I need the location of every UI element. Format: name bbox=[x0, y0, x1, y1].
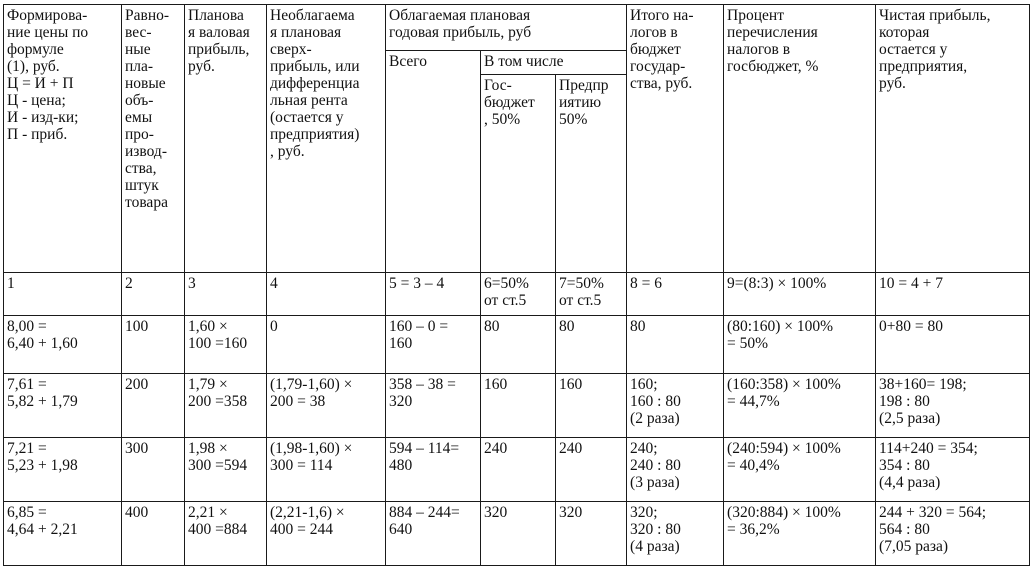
cell-line: ства, bbox=[125, 160, 157, 177]
table-cell-col-3 bbox=[185, 502, 267, 566]
cell-line: 50% bbox=[559, 111, 588, 128]
cell-line: , 50% bbox=[484, 111, 521, 128]
cell-line: (80:160) × 100% bbox=[727, 318, 834, 335]
table-cell-col-7 bbox=[556, 273, 627, 316]
cell-line: прибыль, или bbox=[270, 58, 360, 75]
cell-line: (240:594) × 100% bbox=[727, 440, 841, 457]
cell-line: 7=50% bbox=[559, 275, 604, 292]
cell-line: 6,40 + 1,60 bbox=[7, 335, 78, 352]
cell-line: Планова bbox=[188, 7, 244, 24]
table-cell-col-5 bbox=[386, 502, 481, 566]
cell-line: = 40,4% bbox=[727, 457, 780, 474]
cell-line: Чистая прибыль, bbox=[879, 7, 991, 24]
cell-line: (остается у bbox=[270, 109, 344, 126]
header-total: Всего bbox=[386, 51, 481, 273]
cell-line: 10 = 4 + 7 bbox=[879, 275, 944, 292]
table-cell-col-6 bbox=[481, 273, 556, 316]
cell-line: Ц = И + П bbox=[7, 75, 74, 92]
cell-line: 2 bbox=[125, 275, 133, 292]
cell-line: руб. bbox=[879, 75, 906, 92]
cell-line: (1), руб. bbox=[7, 58, 60, 75]
cell-line: госбюджет, % bbox=[727, 58, 819, 75]
table-cell-col-10 bbox=[876, 502, 1030, 566]
cell-line: Итого на- bbox=[630, 7, 694, 24]
cell-line: иятию bbox=[559, 94, 602, 111]
cell-line: руб. bbox=[188, 58, 215, 75]
cell-line: 6,85 = bbox=[7, 504, 47, 521]
header-volumes bbox=[122, 5, 185, 273]
table-cell-col-3 bbox=[185, 273, 267, 316]
cell-line: от ст.5 bbox=[559, 292, 602, 309]
cell-line: 3 bbox=[188, 275, 196, 292]
table-row bbox=[4, 316, 1030, 374]
table-cell-col-3 bbox=[185, 374, 267, 438]
table-cell-col-5 bbox=[386, 438, 481, 502]
header-untaxed-profit bbox=[267, 5, 386, 273]
cell-line: (4 раза) bbox=[630, 538, 680, 555]
table-cell-col-5 bbox=[386, 316, 481, 374]
cell-line: 884 – 244= bbox=[389, 504, 460, 521]
cell-line: (4,4 раза) bbox=[879, 474, 941, 491]
cell-line: 1,79 × bbox=[188, 376, 228, 393]
header-total-taxes bbox=[627, 5, 724, 273]
cell-line: вес- bbox=[125, 24, 152, 41]
cell-line: бюджет bbox=[630, 41, 681, 58]
cell-line: 5,82 + 1,79 bbox=[7, 393, 78, 410]
table-cell-col-2 bbox=[122, 273, 185, 316]
table-cell-col-5 bbox=[386, 374, 481, 438]
cell-line: 80 bbox=[559, 318, 575, 335]
cell-line: штук bbox=[125, 177, 159, 194]
cell-line: (2,21-1,6) × bbox=[270, 504, 345, 521]
cell-line: 160 – 0 = bbox=[389, 318, 449, 335]
cell-line: = 44,7% bbox=[727, 393, 780, 410]
table-cell-col-4 bbox=[267, 316, 386, 374]
header-state-budget bbox=[481, 75, 556, 273]
table-row bbox=[4, 438, 1030, 502]
table-cell-col-6 bbox=[481, 438, 556, 502]
cell-line: государ- bbox=[630, 58, 686, 75]
cell-line: 200 bbox=[125, 376, 149, 393]
cell-line: 160 : 80 bbox=[630, 393, 681, 410]
cell-line: = 36,2% bbox=[727, 521, 780, 538]
document-page bbox=[3, 4, 1029, 562]
table-cell-col-6 bbox=[481, 316, 556, 374]
cell-line: 320 bbox=[389, 393, 413, 410]
cell-line: я плановая bbox=[270, 24, 342, 41]
cell-line: Равно- bbox=[125, 7, 170, 24]
table-cell-col-1 bbox=[4, 273, 122, 316]
cell-line: 114+240 = 354; bbox=[879, 440, 978, 457]
cell-line: 240 bbox=[484, 440, 508, 457]
cell-line: 358 – 38 = bbox=[389, 376, 456, 393]
cell-line: 8 = 6 bbox=[630, 275, 663, 292]
cell-line: 320 bbox=[484, 504, 508, 521]
cell-line: Облагаемая плановая bbox=[389, 7, 531, 24]
cell-line: 300 bbox=[125, 440, 149, 457]
cell-line: остается у bbox=[879, 41, 948, 58]
cell-line: 9=(8:3) × 100% bbox=[727, 275, 827, 292]
table-cell-col-4 bbox=[267, 273, 386, 316]
table-cell-col-4 bbox=[267, 374, 386, 438]
cell-line: 4,64 + 2,21 bbox=[7, 521, 78, 538]
cell-line: 200 =358 bbox=[188, 393, 248, 410]
cell-line: 320 : 80 bbox=[630, 521, 681, 538]
table-cell-col-9 bbox=[724, 502, 876, 566]
cell-line: 300 =594 bbox=[188, 457, 248, 474]
cell-line: льная рента bbox=[270, 92, 348, 109]
cell-line: 7,61 = bbox=[7, 376, 47, 393]
cell-line: (2,5 раза) bbox=[879, 410, 941, 427]
cell-line: предприятия, bbox=[879, 58, 968, 75]
cell-line: (320:884) × 100% bbox=[727, 504, 841, 521]
cell-line: Процент bbox=[727, 7, 784, 24]
table-cell-col-2 bbox=[122, 438, 185, 502]
table-cell-col-7 bbox=[556, 502, 627, 566]
cell-line: (2 раза) bbox=[630, 410, 680, 427]
cell-line: 480 bbox=[389, 457, 413, 474]
table-cell-col-8 bbox=[627, 316, 724, 374]
table-cell-col-9 bbox=[724, 273, 876, 316]
header-gross-profit bbox=[185, 5, 267, 273]
table-cell-col-10 bbox=[876, 273, 1030, 316]
cell-line: 244 + 320 = 564; bbox=[879, 504, 987, 521]
table-cell-col-2 bbox=[122, 502, 185, 566]
cell-line: 2,21 × bbox=[188, 504, 228, 521]
cell-line: 200 = 38 bbox=[270, 393, 326, 410]
table-cell-col-7 bbox=[556, 438, 627, 502]
cell-line: 354 : 80 bbox=[879, 457, 930, 474]
table-cell-col-9 bbox=[724, 316, 876, 374]
cell-line: про- bbox=[125, 126, 154, 143]
cell-line: Гос- bbox=[484, 77, 512, 94]
table-cell-col-3 bbox=[185, 316, 267, 374]
cell-line: перечисления bbox=[727, 24, 818, 41]
cell-line: П - приб. bbox=[7, 126, 68, 143]
table-cell-col-1 bbox=[4, 438, 122, 502]
cell-line: емы bbox=[125, 109, 153, 126]
cell-line: 564 : 80 bbox=[879, 521, 930, 538]
cell-line: сверх- bbox=[270, 41, 312, 58]
cell-line: 5,23 + 1,98 bbox=[7, 457, 78, 474]
cell-line: 8,00 = bbox=[7, 318, 47, 335]
header-enterprise bbox=[556, 75, 627, 273]
cell-line: (1,79-1,60) × bbox=[270, 376, 353, 393]
cell-line: извод- bbox=[125, 143, 167, 160]
cell-line: 198 : 80 bbox=[879, 393, 930, 410]
cell-line: 1,60 × bbox=[188, 318, 228, 335]
table-cell-col-1 bbox=[4, 502, 122, 566]
cell-line: от ст.5 bbox=[484, 292, 527, 309]
cell-line: Формирова- bbox=[7, 7, 88, 24]
table-cell-col-1 bbox=[4, 316, 122, 374]
table-cell-col-6 bbox=[481, 502, 556, 566]
cell-line: логов в bbox=[630, 24, 678, 41]
cell-line: 320; bbox=[630, 504, 658, 521]
cell-line: пла- bbox=[125, 58, 154, 75]
cell-line: 300 = 114 bbox=[270, 457, 333, 474]
table-cell-col-4 bbox=[267, 502, 386, 566]
header-price-formation bbox=[4, 5, 122, 273]
table-cell-col-9 bbox=[724, 438, 876, 502]
cell-line: 160 bbox=[389, 335, 413, 352]
cell-line: 7,21 = bbox=[7, 440, 47, 457]
cell-line: ства, руб. bbox=[630, 75, 693, 92]
cell-line: 0+80 = 80 bbox=[879, 318, 944, 335]
header-taxed-profit-group bbox=[386, 5, 627, 51]
header-row-1 bbox=[4, 5, 1030, 51]
profit-table bbox=[3, 4, 1030, 566]
cell-line: (7,05 раза) bbox=[879, 538, 948, 555]
cell-line: которая bbox=[879, 24, 930, 41]
table-cell-col-8 bbox=[627, 374, 724, 438]
cell-line: 400 =884 bbox=[188, 521, 248, 538]
cell-line: (3 раза) bbox=[630, 474, 680, 491]
table-cell-col-6 bbox=[481, 374, 556, 438]
cell-line: 1 bbox=[7, 275, 15, 292]
header-net-profit bbox=[876, 5, 1030, 273]
cell-line: 400 bbox=[125, 504, 149, 521]
cell-line: бюджет bbox=[484, 94, 535, 111]
table-row bbox=[4, 374, 1030, 438]
table-cell-col-7 bbox=[556, 316, 627, 374]
cell-line: 80 bbox=[630, 318, 646, 335]
cell-line: 100 bbox=[125, 318, 149, 335]
cell-line: объ- bbox=[125, 92, 154, 109]
header-tax-percent bbox=[724, 5, 876, 273]
cell-line: 400 = 244 bbox=[270, 521, 333, 538]
cell-line: налогов в bbox=[727, 41, 791, 58]
cell-line: 160 bbox=[559, 376, 583, 393]
cell-line: Ц - цена; bbox=[7, 92, 66, 109]
cell-line: новые bbox=[125, 75, 166, 92]
cell-line: (1,98-1,60) × bbox=[270, 440, 353, 457]
cell-line: 6=50% bbox=[484, 275, 529, 292]
table-cell-col-3 bbox=[185, 438, 267, 502]
cell-line: 80 bbox=[484, 318, 500, 335]
table-cell-col-10 bbox=[876, 316, 1030, 374]
cell-line: формуле bbox=[7, 41, 64, 58]
numbering-row bbox=[4, 273, 1030, 316]
cell-line: 240 bbox=[559, 440, 583, 457]
cell-line: 160 bbox=[484, 376, 508, 393]
table-cell-col-10 bbox=[876, 374, 1030, 438]
cell-line: ные bbox=[125, 41, 151, 58]
cell-line: ние цены по bbox=[7, 24, 89, 41]
cell-line: Необлагаема bbox=[270, 7, 355, 24]
cell-line: 240; bbox=[630, 440, 658, 457]
table-cell-col-7 bbox=[556, 374, 627, 438]
cell-line: 0 bbox=[270, 318, 278, 335]
cell-line: 640 bbox=[389, 521, 413, 538]
table-cell-col-1 bbox=[4, 374, 122, 438]
table-row bbox=[4, 502, 1030, 566]
cell-line: предприятия) bbox=[270, 126, 360, 143]
table-cell-col-8 bbox=[627, 502, 724, 566]
cell-line: , руб. bbox=[270, 143, 305, 160]
table-cell-col-8 bbox=[627, 438, 724, 502]
cell-line: товара bbox=[125, 194, 168, 211]
cell-line: (160:358) × 100% bbox=[727, 376, 841, 393]
cell-line: я валовая bbox=[188, 24, 250, 41]
cell-line: 38+160= 198; bbox=[879, 376, 967, 393]
cell-line: 4 bbox=[270, 275, 278, 292]
header-including: В том числе bbox=[481, 51, 627, 75]
cell-line: Предпр bbox=[559, 77, 609, 94]
cell-line: 5 = 3 – 4 bbox=[389, 275, 445, 292]
table-cell-col-8 bbox=[627, 273, 724, 316]
cell-line: И - изд-ки; bbox=[7, 109, 79, 126]
cell-line: прибыль, bbox=[188, 41, 250, 58]
table-cell-col-4 bbox=[267, 438, 386, 502]
cell-line: 594 – 114= bbox=[389, 440, 460, 457]
table-cell-col-2 bbox=[122, 316, 185, 374]
table-cell-col-9 bbox=[724, 374, 876, 438]
cell-line: 100 =160 bbox=[188, 335, 248, 352]
cell-line: = 50% bbox=[727, 335, 769, 352]
cell-line: дифференциа bbox=[270, 75, 360, 92]
cell-line: годовая прибыль, руб bbox=[389, 24, 532, 41]
table-cell-col-5 bbox=[386, 273, 481, 316]
cell-line: 1,98 × bbox=[188, 440, 228, 457]
table-cell-col-2 bbox=[122, 374, 185, 438]
cell-line: 320 bbox=[559, 504, 583, 521]
cell-line: 160; bbox=[630, 376, 658, 393]
cell-line: 240 : 80 bbox=[630, 457, 681, 474]
table-cell-col-10 bbox=[876, 438, 1030, 502]
